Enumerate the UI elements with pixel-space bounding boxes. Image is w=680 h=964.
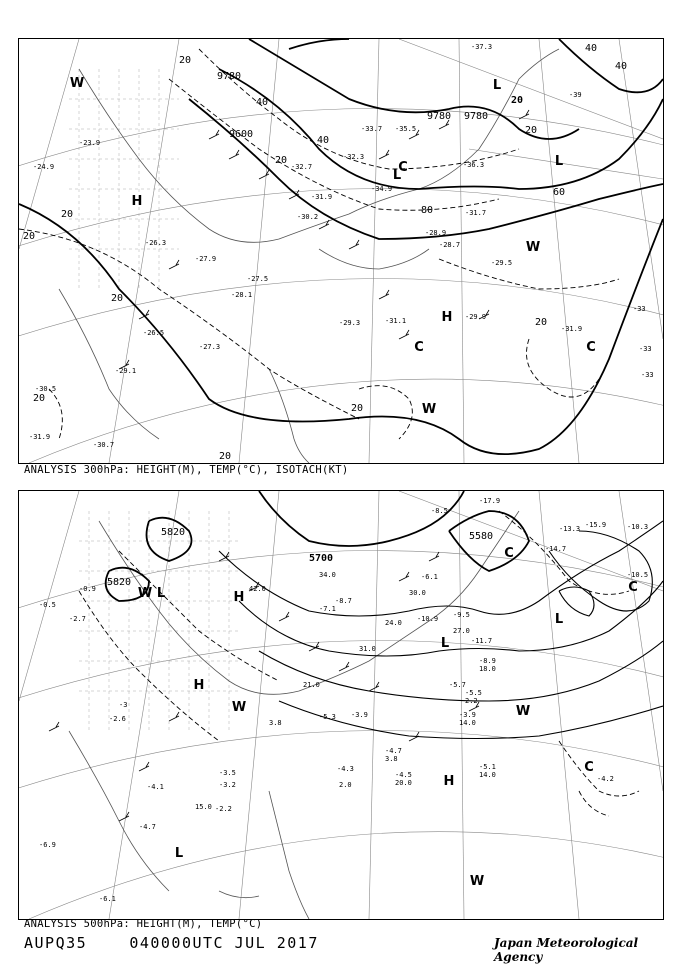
- high-center: H: [193, 678, 205, 693]
- station-value: -5.7: [449, 681, 466, 689]
- contour-label: 20: [110, 293, 124, 304]
- station-value: -4.7: [385, 747, 402, 755]
- grid-boxes-west: [69, 69, 179, 289]
- station-value: 31.0: [359, 645, 376, 653]
- lat-lon-grid: [19, 39, 663, 463]
- station-value: -29.3: [339, 319, 361, 327]
- station-value: -31.9: [29, 433, 51, 441]
- station-value: -31.9: [561, 325, 583, 333]
- station-value: -8.9: [479, 657, 496, 665]
- station-value: -26.3: [145, 239, 167, 247]
- station-value: -5.3: [319, 713, 336, 721]
- station-value: -30.2: [297, 213, 319, 221]
- cold-center: C: [398, 160, 408, 175]
- cold-center: C: [584, 760, 594, 775]
- station-value: -7.1: [319, 605, 336, 613]
- station-value: 2.0: [339, 781, 352, 789]
- station-value: 14.0: [459, 719, 476, 727]
- height-contours: [19, 39, 663, 454]
- contour-label: 40: [614, 61, 628, 72]
- station-value: 21.0: [303, 681, 320, 689]
- caption-500hpa: ANALYSIS 500hPa: HEIGHT(M), TEMP(°C): [24, 918, 263, 930]
- high-center: H: [233, 590, 245, 605]
- map-500hpa: [19, 491, 663, 919]
- station-value: -14.7: [545, 545, 567, 553]
- station-value: -23.9: [79, 139, 101, 147]
- station-value: -11.7: [471, 637, 493, 645]
- station-value: -34.9: [371, 185, 393, 193]
- warm-center: W: [469, 874, 485, 889]
- station-value: 30.0: [409, 589, 426, 597]
- station-value: -39: [569, 91, 582, 99]
- station-value: -26.5: [143, 329, 165, 337]
- contour-label: 20: [274, 155, 288, 166]
- station-value: -30.5: [35, 385, 57, 393]
- station-value: -10.3: [627, 523, 649, 531]
- station-value: -15.9: [585, 521, 607, 529]
- station-value: -31.9: [311, 193, 333, 201]
- station-value: -8.5: [431, 507, 448, 515]
- contour-label: 9600: [228, 129, 254, 140]
- cold-center: C: [414, 340, 424, 355]
- high-center: H: [441, 310, 453, 325]
- station-value: 15.0: [195, 803, 212, 811]
- station-value: -5.5: [465, 689, 482, 697]
- station-value: -28.1: [231, 291, 253, 299]
- station-value: -33: [639, 345, 652, 353]
- contour-label: 40: [584, 43, 598, 54]
- warm-center: W: [231, 700, 247, 715]
- contour-label: 5820: [160, 527, 186, 538]
- contour-label: 20: [32, 393, 46, 404]
- caption-300hpa: ANALYSIS 300hPa: HEIGHT(M), TEMP(°C), ISOTACH(KT): [24, 464, 349, 476]
- station-value: 2.2: [465, 697, 478, 705]
- station-value: -31.1: [385, 317, 407, 325]
- station-value: -35.5: [395, 125, 417, 133]
- station-value: -32.3: [343, 153, 365, 161]
- station-value: -10.9: [417, 615, 439, 623]
- warm-center: W: [525, 240, 541, 255]
- station-value: -6.1: [421, 573, 438, 581]
- low-center: L: [174, 846, 184, 861]
- station-value: -13.3: [559, 525, 581, 533]
- contour-label: 40: [255, 97, 269, 108]
- contour-label: 40: [316, 135, 330, 146]
- station-value: 24.0: [385, 619, 402, 627]
- contour-label: 20: [524, 125, 538, 136]
- station-value: -2.7: [69, 615, 86, 623]
- station-value: -27.3: [199, 343, 221, 351]
- contour-label: 20: [178, 55, 192, 66]
- station-value: -29.1: [115, 367, 137, 375]
- high-center: H: [443, 774, 455, 789]
- station-value: -33: [633, 305, 646, 313]
- station-value: -32.7: [291, 163, 313, 171]
- chart-id: AUPQ35: [24, 934, 88, 952]
- station-value: 14.0: [479, 771, 496, 779]
- cold-center: C: [586, 340, 596, 355]
- contour-label: 5580: [468, 531, 494, 542]
- station-value: -9.5: [453, 611, 470, 619]
- low-center: L: [492, 78, 502, 93]
- low-center: L: [554, 612, 564, 627]
- low-center: L: [156, 586, 166, 601]
- station-value: -33.7: [361, 125, 383, 133]
- station-value: 34.0: [319, 571, 336, 579]
- station-value: -5.1: [479, 763, 496, 771]
- station-value: -28.9: [425, 229, 447, 237]
- station-value: -0.9: [79, 585, 96, 593]
- low-center: L: [554, 154, 564, 169]
- station-value: -0.5: [39, 601, 56, 609]
- station-value: -8.7: [335, 597, 352, 605]
- low-center: L: [392, 168, 402, 183]
- station-value: -31.7: [465, 209, 487, 217]
- station-value: -24.9: [33, 163, 55, 171]
- station-value: -29.5: [491, 259, 513, 267]
- warm-center: W: [69, 76, 85, 91]
- station-value: -3.5: [219, 769, 236, 777]
- station-value: -4.5: [395, 771, 412, 779]
- station-value: 27.0: [453, 627, 470, 635]
- chart-footer: [24, 934, 319, 952]
- station-value: -3: [119, 701, 128, 709]
- warm-center: W: [421, 402, 437, 417]
- high-center: H: [131, 194, 143, 209]
- station-value: -4.3: [337, 765, 354, 773]
- station-value: -36.3: [463, 161, 485, 169]
- panel-500hpa: [18, 490, 664, 920]
- station-value: -4.2: [597, 775, 614, 783]
- valid-time: 040000UTC JUL 2017: [129, 934, 319, 952]
- station-values: [29, 43, 654, 449]
- contour-label: 20: [534, 317, 548, 328]
- station-value: -6.9: [39, 841, 56, 849]
- contour-label: 9780: [426, 111, 452, 122]
- station-value: -2.6: [109, 715, 126, 723]
- station-value: -37.3: [471, 43, 493, 51]
- station-value: 42.0: [249, 585, 266, 593]
- contour-label: 20: [510, 95, 524, 106]
- low-center: L: [440, 636, 450, 651]
- cold-center: C: [504, 546, 514, 561]
- contour-label: 20: [60, 209, 74, 220]
- station-value: -17.9: [479, 497, 501, 505]
- contour-label: 20: [350, 403, 364, 414]
- agency-name: Japan Meteorological Agency: [494, 936, 639, 964]
- station-value: 20.0: [395, 779, 412, 787]
- station-value: -27.9: [195, 255, 217, 263]
- contour-label: 60: [552, 187, 566, 198]
- station-value: -6.1: [99, 895, 116, 903]
- contour-label: 9780: [216, 71, 242, 82]
- station-value: -33: [641, 371, 654, 379]
- map-300hpa: [19, 39, 663, 463]
- station-value: 3.8: [385, 755, 398, 763]
- contour-label: 20: [218, 451, 232, 462]
- contour-label: 9780: [463, 111, 489, 122]
- warm-center: W: [137, 586, 153, 601]
- station-value: -4.7: [139, 823, 156, 831]
- station-value: -29.9: [465, 313, 487, 321]
- station-value: -3.9: [459, 711, 476, 719]
- station-value: -27.5: [247, 275, 269, 283]
- station-value: 18.0: [479, 665, 496, 673]
- warm-center: W: [515, 704, 531, 719]
- station-value: -30.7: [93, 441, 115, 449]
- contour-label: 5700: [308, 553, 334, 564]
- panel-300hpa: [18, 38, 664, 464]
- station-value: -3.9: [351, 711, 368, 719]
- station-value: 3.8: [269, 719, 282, 727]
- grid-boxes-west: [79, 511, 239, 731]
- station-value: -2.2: [215, 805, 232, 813]
- height-contours-thin: [219, 521, 663, 739]
- wind-barbs: [119, 110, 529, 369]
- station-value: -10.5: [627, 571, 649, 579]
- contour-label: 20: [22, 231, 36, 242]
- contour-label: 5820: [106, 577, 132, 588]
- station-value: -4.1: [147, 783, 164, 791]
- station-value: -28.7: [439, 241, 461, 249]
- contour-label: 80: [420, 205, 434, 216]
- cold-center: C: [628, 580, 638, 595]
- lat-lon-grid: [19, 491, 663, 919]
- station-value: -3.2: [219, 781, 236, 789]
